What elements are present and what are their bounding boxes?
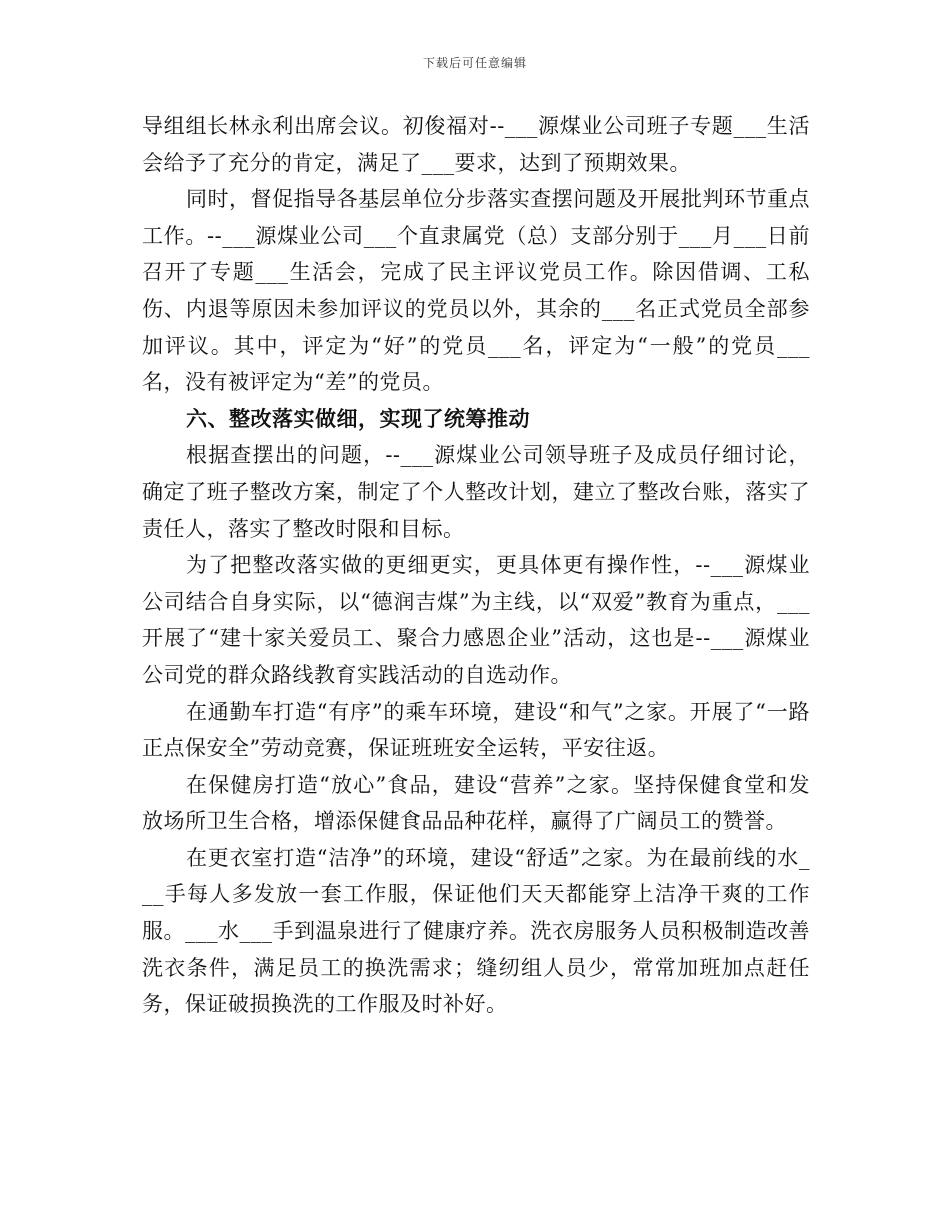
document-body [142,108,810,1023]
paragraph-5: 在通勤车打造“有序”的乘车环境，建设“和气”之家。开展了“一路正点保安全”劳动竞赛，保证班班安全运转，平安往返。 [142,699,810,761]
paragraph-7: 在更衣室打造“洁净”的环境，建设“舒适”之家。为在最前线的水___手每人多发放一套工作服，保证他们天天都能穿上洁净干爽的工作服。___水___手到温泉进行了健康疗养。洗衣房服务人员积极制造改善洗衣条件，满足员工的换洗需求；缝纫组人员少，常常加班加点赶任务，保证破损换洗的工作服及时补好。 [142,845,810,1017]
paragraph-2: 同时，督促指导各基层单位分步落实查摆问题及开展批判环节重点工作。--___源煤业公司___个直隶属党（总）支部分别于___月___日前召开了专题___生活会，完成了民主评议党员工作。除因借调、工私伤、内退等原因未参加评议的党员以外，其余的___名正式党员全部参加评议。其中，评定为“好”的党员___名，评定为“一般”的党员___名，没有被评定为“差”的党员。 [142,187,810,395]
section-heading: 六、整改落实做细，实现了统筹推动 [186,405,530,431]
paragraph-4: 为了把整改落实做的更细更实，更具体更有操作性，--___源煤业公司结合自身实际，以“德润吉煤”为主线，以“双爱”教育为重点，___开展了“建十家关爱员工、聚合力感恩企业”活动，这也是--___源煤业公司党的群众路线教育实践活动的自选动作。 [142,553,810,687]
paragraph-6: 在保健房打造“放心”食品，建设“营养”之家。坚持保健食堂和发放场所卫生合格，增添保健食品品种花样，赢得了广阔员工的赞誉。 [142,772,810,834]
page-header-note: 下载后可任意编辑 [422,56,527,70]
paragraph-1: 导组组长林永利出席会议。初俊福对--___源煤业公司班子专题___生活会给予了充分的肯定，满足了___要求，达到了预期效果。 [142,114,810,175]
paragraph-3: 根据查摆出的问题，--___源煤业公司领导班子及成员仔细讨论，确定了班子整改方案，制定了个人整改计划，建立了整改台账，落实了责任人，落实了整改时限和目标。 [142,443,810,541]
